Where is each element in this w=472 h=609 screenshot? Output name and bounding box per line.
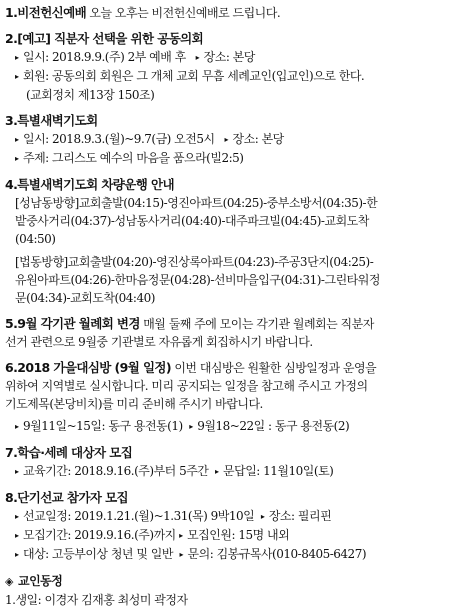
section-9-title-row xyxy=(5,572,466,591)
triangle-bullet-icon: ▸ xyxy=(260,512,265,521)
section-6-title: 6.2018 가을대심방 (9월 일정) xyxy=(5,360,172,375)
triangle-bullet-icon: ▸ xyxy=(15,531,19,540)
section-2-line-1 xyxy=(5,48,466,67)
section-2-line-3: (교회정치 제13장 150조) xyxy=(26,88,155,102)
section-5-title: 5.9월 각기관 월례회 변경 xyxy=(5,316,140,331)
triangle-bullet-icon: ▸ xyxy=(224,135,229,144)
section-3-line-1 xyxy=(5,130,466,149)
route-b-line-2: 유원아파트(04:26)-한마음정문(04:28)-선비마을입구(04:31)-그린타워정 xyxy=(15,273,380,287)
recruit-period: 모집기간: 2019.9.16.(주)까지 xyxy=(23,528,176,542)
section-8-line-3 xyxy=(5,545,466,564)
section-1-title: 1.비전헌신예배 xyxy=(5,5,87,20)
mission-contact: 문의: 김봉규목사(010-8405-6427) xyxy=(187,547,367,561)
triangle-bullet-icon: ▸ xyxy=(15,512,19,521)
section-5-line-2: 선거 관련으로 9월중 기관별로 자유롭게 회집하시기 바랍니다. xyxy=(5,335,313,349)
section-9-line-1: 1.생일: 이경자 김재홍 최성미 곽정자 xyxy=(5,593,188,607)
section-5-line-1 xyxy=(5,315,466,333)
section-1 xyxy=(5,4,466,22)
recruit-count: 모집인원: 15명 내외 xyxy=(187,528,290,542)
route-a-line-3: (04:50) xyxy=(15,232,56,246)
section-6-line-1 xyxy=(5,359,466,377)
triangle-bullet-icon: ▸ xyxy=(15,53,19,62)
triangle-bullet-icon: ▸ xyxy=(195,53,200,62)
section-9-title: 교인동정 xyxy=(18,574,63,588)
section-1-text: 오늘 오후는 비전헌신예배로 드립니다. xyxy=(86,6,281,20)
section-7-title: 7.학습·세례 대상자 모집 xyxy=(5,445,133,460)
section-6-text-1: 이번 대심방은 원활한 심방일정과 운영을 xyxy=(171,361,377,375)
triangle-bullet-icon: ▸ xyxy=(15,467,19,476)
triangle-bullet-icon: ▸ xyxy=(15,550,19,559)
mission-target: 대상: 고등부이상 청년 및 일반 xyxy=(23,547,173,561)
meeting-place: 장소: 본당 xyxy=(203,50,255,64)
triangle-bullet-icon: ▸ xyxy=(15,154,19,163)
section-8-line-2 xyxy=(5,526,466,545)
triangle-bullet-icon: ▸ xyxy=(15,422,19,431)
triangle-bullet-icon: ▸ xyxy=(189,422,193,431)
route-a-line-2: 밭중사거리(04:37)-성남동사거리(04:40)-대주파크빌(04:45)-교회도착 xyxy=(15,214,369,228)
triangle-bullet-icon: ▸ xyxy=(15,72,19,81)
section-6-line-3: 기도제목(본당비치)를 미리 준비해 주시기 바랍니다. xyxy=(5,397,263,411)
mission-schedule: 선교일정: 2019.1.21.(월)~1.31(목) 9박10일 xyxy=(23,509,255,523)
triangle-bullet-icon: ▸ xyxy=(15,135,19,144)
section-7-line-1 xyxy=(5,462,466,481)
section-6-line-2: 위하여 지역별로 실시합니다. 미리 공지되는 일정을 참고해 주시고 가정의 xyxy=(5,379,368,393)
route-a-line-1: [성남동방향]교회출발(04:15)-영진아파트(04:25)-중부소방서(04:35)-한 xyxy=(15,196,378,210)
interview-date: 문답일: 11월10일(토) xyxy=(223,464,334,478)
section-2-line-2 xyxy=(5,67,466,86)
triangle-bullet-icon: ▸ xyxy=(179,531,183,540)
diamond-icon: ◈ xyxy=(5,575,13,588)
triangle-bullet-icon: ▸ xyxy=(179,550,184,559)
mission-place: 장소: 필리핀 xyxy=(268,509,332,523)
visit-date-1: 9월11일~15일: 동구 용전동(1) xyxy=(23,419,183,433)
section-3-title: 3.특별새벽기도회 xyxy=(5,113,98,128)
section-4-title: 4.특별새벽기도회 차량운행 안내 xyxy=(5,177,174,192)
prayer-date: 일시: 2018.9.3.(월)~9.7(금) 오전5시 xyxy=(23,132,215,146)
section-6-dates xyxy=(5,417,466,436)
prayer-place: 장소: 본당 xyxy=(232,132,284,146)
route-b-line-3: 문(04:34)-교회도착(04:40) xyxy=(15,291,155,305)
visit-date-2: 9월18~22일 : 동구 용전동(2) xyxy=(197,419,350,433)
route-b-line-1: [법동방향]교회출발(04:20)-영진상록아파트(04:23)-주공3단지(04:25)- xyxy=(15,255,374,269)
meeting-members: 회원: 공동의회 회원은 그 개체 교회 무흠 세례교인(입교인)으로 한다. xyxy=(23,69,365,83)
section-5-text-1: 매월 둘째 주에 모이는 각기관 월례회는 직분자 xyxy=(139,317,374,331)
prayer-theme: 주제: 그리스도 예수의 마음을 품으라(빌2:5) xyxy=(23,151,244,165)
section-2-title: 2.[예고] 직분자 선택을 위한 공동의회 xyxy=(5,31,204,46)
section-8-title: 8.단기선교 참가자 모집 xyxy=(5,490,129,505)
education-period: 교육기간: 2018.9.16.(주)부터 5주간 xyxy=(23,464,209,478)
triangle-bullet-icon: ▸ xyxy=(215,467,219,476)
meeting-date: 일시: 2018.9.9.(주) 2부 예배 후 xyxy=(23,50,186,64)
section-8-line-1 xyxy=(5,507,466,526)
section-3-line-2 xyxy=(5,149,466,168)
